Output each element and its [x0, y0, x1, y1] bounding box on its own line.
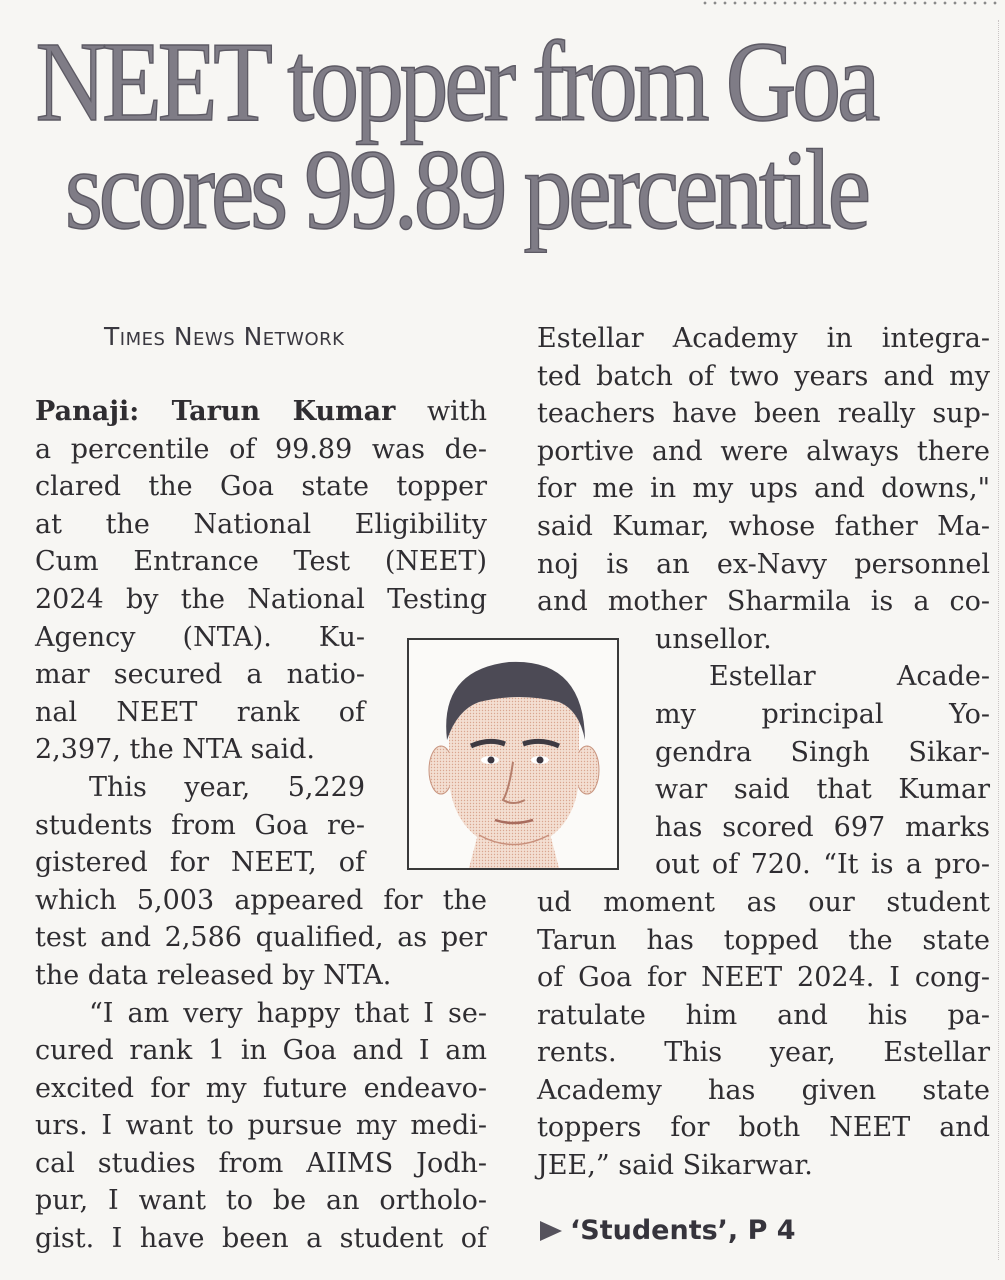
- text-line: which 5,003 appeared for the: [35, 884, 487, 916]
- text-line: for me in my ups and downs,": [537, 473, 990, 505]
- byline: Times News Network: [104, 322, 345, 351]
- text-line: JEE,” said Sikarwar.: [537, 1150, 813, 1182]
- text-line: cured rank 1 in Goa and I am: [35, 1035, 487, 1067]
- text-line: gistered for NEET, of: [35, 847, 365, 879]
- text-line: noj is an ex-Navy personnel: [537, 548, 990, 580]
- text-line: teachers have been really sup-: [537, 398, 990, 430]
- headline-line-2: scores 99.89 percentile: [64, 126, 867, 253]
- text-line: toppers for both NEET and: [537, 1112, 990, 1144]
- text-line: pur, I want to be an ortholo-: [35, 1185, 487, 1217]
- text-line: said Kumar, whose father Ma-: [537, 510, 990, 542]
- text-line: of Goa for NEET 2024. I cong-: [537, 962, 990, 994]
- triangle-right-icon: [540, 1221, 562, 1241]
- text-line: out of 720. “It is a pro-: [655, 849, 990, 881]
- text-line: Estellar Acade-: [709, 661, 990, 693]
- text-line: cal studies from AIIMS Jodh-: [35, 1147, 487, 1179]
- text-line: clared the Goa state topper: [35, 471, 487, 503]
- text-line: Cum Entrance Test (NEET): [35, 546, 487, 578]
- right-column: [537, 320, 990, 1185]
- continued-on-link[interactable]: [540, 1215, 796, 1246]
- continued-on-label: ‘Students’, P 4: [570, 1215, 796, 1246]
- text-line: Panaji: Tarun Kumar with: [35, 396, 487, 427]
- text-line: portive and were always there: [537, 435, 990, 467]
- text-line: mar secured a natio-: [35, 659, 365, 691]
- text-line: my principal Yo-: [655, 698, 990, 730]
- text-line: at the National Eligibility: [35, 508, 487, 540]
- text-line: ud moment as our student: [537, 886, 990, 918]
- headline: [20, 18, 877, 253]
- text-line: and mother Sharmila is a co-: [537, 586, 990, 618]
- text-line: students from Goa re-: [35, 809, 365, 841]
- page-top-dotted-rule: [700, 0, 1000, 6]
- text-line: has scored 697 marks: [655, 811, 990, 843]
- text-line: rents. This year, Estellar: [537, 1037, 990, 1069]
- text-line: Academy has given state: [537, 1074, 990, 1106]
- text-line: 2024 by the National Testing: [35, 583, 487, 615]
- text-line: This year, 5,229: [89, 771, 365, 803]
- text-line: unsellor.: [655, 623, 772, 655]
- headline-line-1: NEET topper from Goa: [35, 18, 877, 145]
- text-line: 2,397, the NTA said.: [35, 734, 315, 766]
- text-line: urs. I want to pursue my medi-: [35, 1110, 487, 1142]
- text-line: Estellar Academy in integra-: [537, 323, 990, 354]
- text-line: excited for my future endeavo-: [35, 1072, 487, 1104]
- text-line: Tarun has topped the state: [537, 924, 990, 956]
- dateline: Panaji: Tarun Kumar: [35, 396, 396, 427]
- text-line: “I am very happy that I se-: [89, 997, 487, 1029]
- text-line: nal NEET rank of: [35, 696, 365, 728]
- text-line: a percentile of 99.89 was de-: [35, 433, 487, 465]
- column-edge-rule: [997, 20, 999, 1260]
- text-line: ratulate him and his pa-: [537, 999, 990, 1031]
- text-line: Agency (NTA). Ku-: [35, 621, 365, 653]
- text-line: gist. I have been a student of: [35, 1223, 487, 1255]
- text-line: gendra Singh Sikar-: [655, 736, 990, 768]
- text-line: war said that Kumar: [655, 774, 990, 806]
- text-line: test and 2,586 qualified, as per: [35, 922, 487, 954]
- text-line: ted batch of two years and my: [537, 360, 990, 392]
- text-line: the data released by NTA.: [35, 959, 392, 991]
